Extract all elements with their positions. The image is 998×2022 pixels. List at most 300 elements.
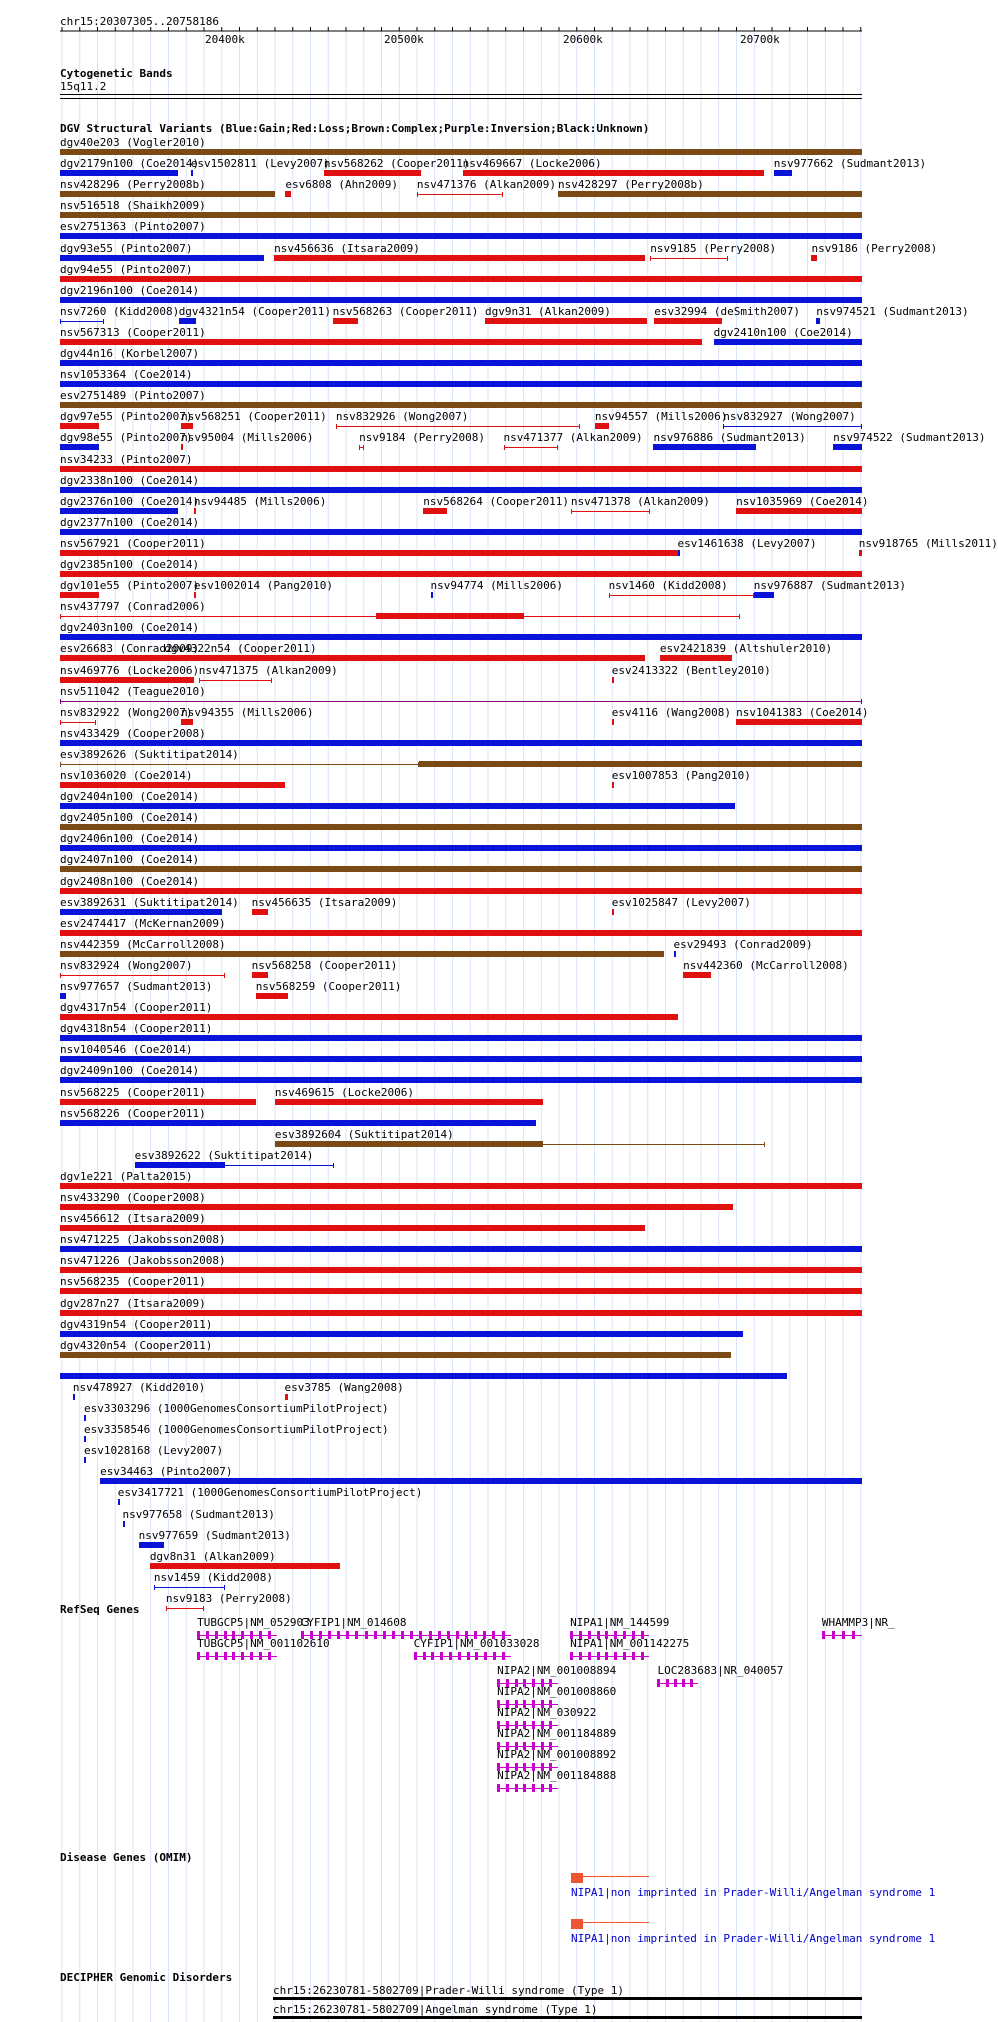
sv-feature-bar[interactable] [60,321,104,322]
sv-label[interactable]: esv29493 (Conrad2009) [673,937,813,951]
sv-label[interactable]: nsv974521 (Sudmant2013) [816,304,969,318]
sv-label[interactable]: nsv977659 (Sudmant2013) [138,1528,291,1542]
sv-label[interactable]: esv3892626 (Suktitipat2014) [60,747,239,761]
sv-feature-bar[interactable] [736,508,862,514]
sv-label[interactable]: nsv974522 (Sudmant2013) [833,431,986,445]
sv-label[interactable]: esv2421839 (Altshuler2010) [659,642,833,656]
sv-feature-bar[interactable] [154,1587,225,1588]
sv-feature-bar[interactable] [60,487,862,493]
gene-exon [458,1652,461,1660]
sv-label[interactable]: dgv4319n54 (Cooper2011) [60,1317,213,1331]
sv-feature-bar[interactable] [654,318,722,324]
sv-feature-bar[interactable] [60,592,99,598]
sv-feature-bar[interactable] [84,1457,86,1463]
sv-label[interactable]: dgv2408n100 (Coe2014) [60,874,200,888]
sv-label[interactable]: dgv287n27 (Itsara2009) [60,1296,206,1310]
sv-label[interactable]: dgv2196n100 (Coe2014) [60,283,200,297]
sv-feature-bar[interactable] [60,1077,862,1083]
sv-feature-bar[interactable] [135,1162,226,1168]
sv-feature-bar[interactable] [84,1436,86,1442]
sv-label[interactable]: nsv9186 (Perry2008) [811,241,938,255]
sv-feature-bar[interactable] [60,634,862,640]
sv-label[interactable]: nsv568264 (Cooper2011) [423,494,569,508]
sv-label[interactable]: nsv1036020 (Coe2014) [60,769,193,782]
sv-label[interactable]: nsv832926 (Wong2007) [335,410,469,424]
ruler-tick-label: 20500k [384,33,424,46]
sv-feature-bar[interactable] [859,550,862,556]
gene-exon [392,1631,395,1639]
sv-feature-bar[interactable] [60,866,862,872]
sv-feature-bar[interactable] [181,444,183,450]
sv-feature-bar[interactable] [100,1478,862,1484]
sv-feature-bar[interactable] [485,318,647,324]
sv-feature-bar[interactable] [60,1035,862,1041]
sv-label[interactable]: nsv433429 (Cooper2008) [60,726,206,740]
sv-feature-bar[interactable] [376,613,524,619]
decipher-label[interactable]: chr15:26230781-5802709|Prader-Willi syndrome (Type 1) [273,1984,624,1997]
sv-feature-bar[interactable] [60,655,164,661]
sv-feature-bar[interactable] [60,1014,678,1020]
sv-label[interactable]: nsv34233 (Pinto2007) [60,452,193,466]
sv-label[interactable]: dgv4321n54 (Cooper2011) [178,304,332,318]
decipher-label[interactable]: chr15:26230781-5802709|Angelman syndrome (Type 1) [273,2003,598,2016]
gene-exon [541,1784,544,1792]
gene-exon [484,1652,487,1660]
sv-feature-bar[interactable] [558,191,862,197]
sv-feature-bar[interactable] [60,212,862,218]
sv-label[interactable]: esv1002014 (Pang2010) [193,579,333,593]
sv-feature-bar[interactable] [60,824,862,830]
gene-intron-line [301,1635,511,1636]
sv-label[interactable]: dgv9n31 (Alkan2009) [485,304,611,318]
sv-label[interactable]: dgv101e55 (Pinto2007) [60,579,200,593]
sv-label[interactable]: nsv1460 (Kidd2008) [608,579,728,593]
sv-feature-bar[interactable] [833,444,862,450]
sv-feature-bar[interactable] [60,1120,536,1126]
sv-feature-bar[interactable] [754,592,774,598]
sv-feature-bar[interactable] [60,764,419,765]
sv-label[interactable]: nsv511042 (Teague2010) [60,684,206,698]
gene-exon [374,1631,377,1639]
sv-feature-bar[interactable] [60,339,702,345]
sv-feature-bar[interactable] [612,909,614,915]
sv-label[interactable]: nsv568259 (Cooper2011) [255,980,402,993]
sv-label[interactable]: nsv471378 (Alkan2009) [570,494,710,508]
sv-label[interactable]: nsv7260 (Kidd2008) [60,304,180,318]
sv-feature-bar[interactable] [179,318,197,324]
sv-label[interactable]: dgv4322n54 (Cooper2011) [164,642,317,656]
omim-feature-line [583,1922,649,1923]
gene-label[interactable]: NIPA1|NM_001142275 [570,1637,690,1650]
sv-feature-bar[interactable] [60,1099,256,1105]
sv-label[interactable]: dgv4320n54 (Cooper2011) [60,1338,213,1352]
sv-label[interactable]: nsv442360 (McCarroll2008) [683,958,849,972]
sv-feature-bar[interactable] [612,677,614,683]
sv-label[interactable]: dgv40e203 (Vogler2010) [60,136,206,149]
sv-label[interactable]: dgv2405n100 (Coe2014) [60,811,200,825]
sv-label[interactable]: nsv568258 (Cooper2011) [251,958,398,972]
sv-feature-bar[interactable] [612,719,614,725]
sv-label[interactable]: nsv456635 (Itsara2009) [251,895,398,909]
sv-label[interactable]: dgv2376n100 (Coe2014) [60,494,200,508]
sv-label[interactable]: esv3892622 (Suktitipat2014) [134,1148,314,1162]
sv-feature-bar[interactable] [275,1099,543,1105]
sv-feature-bar[interactable] [504,447,559,448]
sv-feature-bar[interactable] [650,258,728,259]
gene-label[interactable]: NIPA2|NM_001184889 [497,1727,617,1740]
sv-label[interactable]: nsv471375 (Alkan2009) [198,663,338,677]
sv-label[interactable]: dgv2403n100 (Coe2014) [60,621,200,635]
sv-label[interactable]: nsv568263 (Cooper2011) [332,304,479,318]
gene-label[interactable]: NIPA2|NM_030922 [497,1706,597,1719]
sv-label[interactable]: nsv437797 (Conrad2006) [60,600,206,614]
gene-label[interactable]: CYFIP1|NM_001033028 [413,1637,540,1650]
sv-label[interactable]: dgv2406n100 (Coe2014) [60,832,200,846]
sv-label[interactable]: nsv9184 (Perry2008) [359,431,485,445]
gene-exon [515,1784,518,1792]
sv-feature-bar[interactable] [274,255,645,261]
sv-feature-bar[interactable] [60,1056,862,1062]
gene-label[interactable]: NIPA2|NM_001008860 [497,1685,617,1698]
sv-feature-bar[interactable] [60,1310,862,1316]
sv-feature-bar[interactable] [60,508,178,514]
sv-feature-bar[interactable] [60,233,862,239]
gene-exon [623,1652,626,1660]
sv-feature-bar[interactable] [60,909,222,915]
sv-label[interactable]: dgv98e55 (Pinto2007) [60,431,193,445]
sv-label[interactable]: dgv2409n100 (Coe2014) [60,1064,200,1078]
sv-label[interactable]: nsv428296 (Perry2008b) [60,178,206,192]
sv-feature-bar[interactable] [164,655,644,661]
sv-label[interactable]: nsv977658 (Sudmant2013) [122,1507,275,1521]
sv-label[interactable]: nsv456612 (Itsara2009) [60,1212,206,1226]
sv-label[interactable]: nsv568262 (Cooper2011) [323,157,470,171]
omim-feature-block[interactable] [571,1919,583,1929]
gene-label[interactable]: TUBGCP5|NM_001102610 [197,1637,330,1650]
gene-label[interactable]: NIPA1|NM_144599 [570,1616,670,1629]
gene-exon [597,1652,600,1660]
sv-feature-bar[interactable] [419,761,862,767]
sv-feature-bar[interactable] [736,719,862,725]
sv-feature-bar[interactable] [60,444,99,450]
gene-exon [414,1652,417,1660]
sv-label[interactable]: nsv832927 (Wong2007) [723,410,856,424]
gene-exon [431,1652,434,1660]
sv-label[interactable]: esv26683 (Conrad2009) [60,642,200,656]
sv-feature-bar[interactable] [324,170,421,176]
sv-feature-bar[interactable] [60,550,678,556]
sv-label[interactable]: nsv1459 (Kidd2008) [153,1570,274,1584]
sv-label[interactable]: nsv832924 (Wong2007) [60,958,193,972]
sv-feature-bar[interactable] [60,402,862,408]
gene-label[interactable]: TUBGCP5|NM_052903 [197,1616,310,1629]
sv-feature-bar[interactable] [84,1415,86,1421]
omim-label[interactable]: NIPA1|non imprinted in Prader-Willi/Angelman syndrome 1 [571,1932,936,1945]
gene-exon [449,1652,452,1660]
sv-feature-bar[interactable] [275,1141,543,1147]
sv-feature-bar[interactable] [60,1352,731,1358]
sv-feature-bar[interactable] [73,1394,75,1400]
sv-feature-bar[interactable] [181,719,193,725]
gene-label[interactable]: NIPA2|NM_001008892 [497,1748,617,1761]
cytoband-label[interactable]: 15q11.2 [60,80,107,93]
sv-label[interactable]: nsv433290 (Cooper2008) [60,1191,206,1204]
gene-exon [467,1652,470,1660]
sv-feature-bar[interactable] [60,722,96,723]
sv-label[interactable]: nsv94485 (Mills2006) [193,494,327,508]
sv-feature-bar[interactable] [60,1331,743,1337]
sv-label[interactable]: nsv976886 (Sudmant2013) [653,431,806,445]
gene-exon [523,1784,526,1792]
gene-label[interactable]: WHAMMP3|NR_ [821,1616,895,1629]
sv-label[interactable]: nsv568225 (Cooper2011) [60,1085,206,1099]
sv-feature-bar[interactable] [60,803,735,809]
sv-feature-bar[interactable] [256,993,288,999]
sv-label[interactable]: dgv2385n100 (Coe2014) [60,558,200,571]
gene-exon [682,1679,685,1687]
sv-label[interactable]: nsv567921 (Cooper2011) [60,536,206,550]
sv-feature-bar[interactable] [774,170,792,176]
sv-feature-bar[interactable] [252,909,268,915]
sv-feature-bar[interactable] [118,1499,120,1505]
sv-label[interactable]: dgv97e55 (Pinto2007) [60,410,193,424]
sv-feature-bar[interactable] [123,1521,125,1527]
sv-label[interactable]: esv32994 (deSmith2007) [654,304,800,318]
decipher-track-title: DECIPHER Genomic Disorders [60,1971,233,1984]
sv-label[interactable]: nsv469667 (Locke2006) [462,157,602,171]
sv-feature-bar[interactable] [60,529,862,535]
sv-label[interactable]: nsv977657 (Sudmant2013) [60,980,213,993]
ruler-tick-label: 20700k [740,33,780,46]
sv-label[interactable]: dgv2407n100 (Coe2014) [60,853,200,867]
sv-feature-bar[interactable] [60,1225,645,1231]
gene-exon [632,1652,635,1660]
sv-feature-bar[interactable] [60,191,275,197]
sv-label[interactable]: nsv1041383 (Coe2014) [736,705,869,719]
gene-exon [614,1652,617,1660]
sv-label[interactable]: esv1007853 (Pang2010) [611,769,751,782]
sv-label[interactable]: nsv471226 (Jakobsson2008) [60,1254,226,1268]
sv-label[interactable]: nsv568235 (Cooper2011) [60,1275,206,1289]
sv-feature-bar[interactable] [609,595,754,596]
sv-feature-bar[interactable] [816,318,820,324]
sv-feature-bar[interactable] [60,1204,733,1210]
sv-label[interactable]: nsv471377 (Alkan2009) [503,431,643,445]
sv-label[interactable]: nsv516518 (Shaikh2009) [60,199,206,213]
sv-feature-bar[interactable] [653,444,756,450]
sv-feature-bar[interactable] [359,447,364,448]
sv-feature-bar[interactable] [166,1608,204,1609]
sv-label[interactable]: dgv2404n100 (Coe2014) [60,790,200,804]
sv-label[interactable]: dgv44n16 (Korbel2007) [60,347,200,360]
sv-feature-bar[interactable] [60,1288,862,1294]
sv-feature-bar[interactable] [60,149,862,155]
sv-feature-bar[interactable] [463,170,765,176]
sv-feature-bar[interactable] [60,975,225,976]
sv-label[interactable]: dgv2338n100 (Coe2014) [60,473,200,487]
sv-feature-bar[interactable] [612,782,614,788]
sv-feature-bar[interactable] [571,511,650,512]
sv-feature-bar[interactable] [60,360,862,366]
sv-label[interactable]: esv3785 (Wang2008) [284,1380,404,1394]
sv-label[interactable]: nsv471376 (Alkan2009) [416,178,556,192]
sv-feature-bar[interactable] [423,508,446,514]
sv-label[interactable]: esv1461638 (Levy2007) [677,536,817,550]
decipher-bar[interactable] [273,1997,862,2000]
sv-label[interactable]: esv2474417 (McKernan2009) [60,916,226,930]
sv-feature-bar[interactable] [431,592,433,598]
sv-feature-bar[interactable] [60,170,178,176]
sv-label[interactable]: esv6808 (Ahn2009) [285,178,398,192]
sv-label[interactable]: dgv4318n54 (Cooper2011) [60,1022,213,1036]
sv-feature-bar[interactable] [60,423,99,429]
sv-label[interactable]: nsv456636 (Itsara2009) [274,241,420,255]
gene-intron-line [414,1656,511,1657]
sv-feature-bar[interactable] [60,297,862,303]
sv-feature-bar[interactable] [678,550,680,556]
sv-feature-bar[interactable] [811,255,817,261]
sv-label[interactable]: nsv1053364 (Coe2014) [60,368,193,382]
sv-label[interactable]: nsv478927 (Kidd2010) [72,1380,206,1394]
sv-label[interactable]: esv1502811 (Levy2007) [190,157,330,171]
sv-feature-bar[interactable] [60,466,862,472]
sv-label[interactable]: nsv1035969 (Coe2014) [736,494,869,508]
gene-exon [440,1652,443,1660]
sv-label[interactable]: dgv4317n54 (Cooper2011) [60,1001,213,1015]
sv-label[interactable]: nsv94557 (Mills2006) [594,410,728,424]
gene-label[interactable]: LOC283683|NR_040057 [657,1664,784,1677]
sv-label[interactable]: esv1025847 (Levy2007) [611,895,751,909]
sv-label[interactable]: esv2413322 (Bentley2010) [611,663,771,677]
gene-exon [337,1631,340,1639]
sv-label[interactable]: nsv94774 (Mills2006) [430,579,563,593]
sv-label[interactable]: nsv567313 (Cooper2011) [60,325,206,339]
sv-label[interactable]: nsv9183 (Perry2008) [165,1591,292,1605]
sv-feature-bar[interactable] [333,318,359,324]
sv-feature-bar[interactable] [417,194,503,195]
gene-exon [206,1652,209,1660]
sv-feature-bar[interactable] [60,701,862,702]
sv-feature-bar[interactable] [60,571,862,577]
sv-feature-bar[interactable] [60,381,862,387]
omim-label[interactable]: NIPA1|non imprinted in Prader-Willi/Angelman syndrome 1 [571,1886,936,1899]
omim-feature-block[interactable] [571,1873,583,1883]
gene-exon [365,1631,368,1639]
sv-label[interactable]: dgv2179n100 (Coe2014) [60,157,200,171]
sv-feature-bar[interactable] [60,782,285,788]
sv-feature-bar[interactable] [674,951,676,957]
sv-feature-bar[interactable] [199,680,272,681]
sv-label[interactable]: nsv568251 (Cooper2011) [181,410,327,424]
sv-label[interactable]: esv4116 (Wang2008) [611,705,731,719]
sv-feature-bar[interactable] [60,740,862,746]
sv-feature-bar[interactable] [60,888,862,894]
sv-label[interactable]: nsv442359 (McCarroll2008) [60,937,226,951]
sv-feature-bar[interactable] [723,426,862,427]
sv-feature-bar[interactable] [194,592,196,598]
sv-feature-bar[interactable] [60,993,66,999]
sv-label[interactable]: esv1028168 (Levy2007) [84,1444,224,1458]
gene-exon [852,1631,855,1639]
sv-label[interactable]: nsv95004 (Mills2006) [181,431,314,445]
sv-label[interactable]: nsv918765 (Mills2011) [858,536,998,550]
sv-feature-bar[interactable] [60,1183,862,1189]
sv-feature-bar[interactable] [60,930,862,936]
sv-label[interactable]: esv34463 (Pinto2007) [100,1465,233,1479]
sv-feature-bar[interactable] [60,255,264,261]
gene-label[interactable]: NIPA2|NM_001184888 [497,1769,617,1782]
sv-feature-bar[interactable] [285,191,291,197]
omim-track-title: Disease Genes (OMIM) [60,1851,193,1864]
sv-label[interactable]: nsv832922 (Wong2007) [60,705,193,719]
sv-label[interactable]: esv2751363 (Pinto2007) [60,220,206,234]
gene-exon [241,1652,244,1660]
gene-label[interactable]: NIPA2|NM_001008894 [497,1664,617,1677]
sv-label[interactable]: dgv2377n100 (Coe2014) [60,515,200,529]
sv-feature-bar[interactable] [181,423,193,429]
sv-label[interactable]: dgv2410n100 (Coe2014) [713,325,853,339]
sv-label[interactable]: dgv93e55 (Pinto2007) [60,241,193,255]
sv-label[interactable]: nsv469776 (Locke2006) [60,663,200,677]
sv-label[interactable]: esv3303296 (1000GenomesConsortiumPilotProject) [84,1402,389,1415]
sv-label[interactable]: nsv469615 (Locke2006) [274,1085,414,1099]
sv-label[interactable]: esv3358546 (1000GenomesConsortiumPilotProject) [84,1423,389,1437]
gene-exon [570,1652,573,1660]
sv-feature-bar[interactable] [60,951,664,957]
sv-feature-bar[interactable] [595,423,609,429]
sv-label[interactable]: nsv9185 (Perry2008) [650,241,777,255]
gene-exon [346,1631,349,1639]
sv-label[interactable]: esv3892604 (Suktitipat2014) [274,1127,454,1141]
gene-intron-line [197,1635,276,1636]
sv-label[interactable]: nsv568226 (Cooper2011) [60,1106,206,1120]
sv-feature-bar[interactable] [252,972,268,978]
sv-feature-bar[interactable] [60,1267,862,1273]
sv-label[interactable]: nsv428297 (Perry2008b) [558,178,704,192]
sv-label[interactable]: dgv8n31 (Alkan2009) [149,1549,276,1563]
sv-feature-bar[interactable] [683,972,711,978]
sv-label[interactable]: esv2751489 (Pinto2007) [60,389,206,403]
gene-exon [641,1652,644,1660]
sv-feature-bar[interactable] [139,1542,165,1548]
sv-feature-bar[interactable] [285,1394,288,1400]
gene-exon [268,1652,271,1660]
sv-feature-bar[interactable] [60,276,862,282]
sv-label[interactable]: esv3417721 (1000GenomesConsortiumPilotProject) [117,1486,423,1500]
sv-feature-bar[interactable] [194,508,196,514]
sv-feature-bar[interactable] [150,1563,340,1569]
sv-label[interactable]: nsv977662 (Sudmant2013) [773,157,927,171]
gene-label[interactable]: CYFIP1|NM_014608 [300,1616,407,1629]
sv-label[interactable]: nsv471225 (Jakobsson2008) [60,1233,226,1247]
sv-label[interactable]: dgv1e221 (Palta2015) [60,1169,193,1183]
sv-feature-bar[interactable] [336,426,581,427]
sv-feature-bar[interactable] [660,655,732,661]
sv-feature-bar[interactable] [60,845,862,851]
sv-feature-bar[interactable] [60,1373,787,1379]
sv-feature-bar[interactable] [60,1246,862,1252]
sv-label[interactable]: esv3892631 (Suktitipat2014) [60,895,239,909]
decipher-bar[interactable] [273,2016,862,2019]
sv-label[interactable]: dgv94e55 (Pinto2007) [60,262,193,276]
sv-label[interactable]: nsv976887 (Sudmant2013) [753,579,907,593]
sv-label[interactable]: nsv94355 (Mills2006) [181,705,314,719]
sv-feature-bar[interactable] [60,677,194,683]
gene-exon [224,1652,227,1660]
sv-label[interactable]: nsv1040546 (Coe2014) [60,1043,193,1057]
sv-feature-bar[interactable] [191,170,193,176]
sv-feature-bar[interactable] [714,339,862,345]
